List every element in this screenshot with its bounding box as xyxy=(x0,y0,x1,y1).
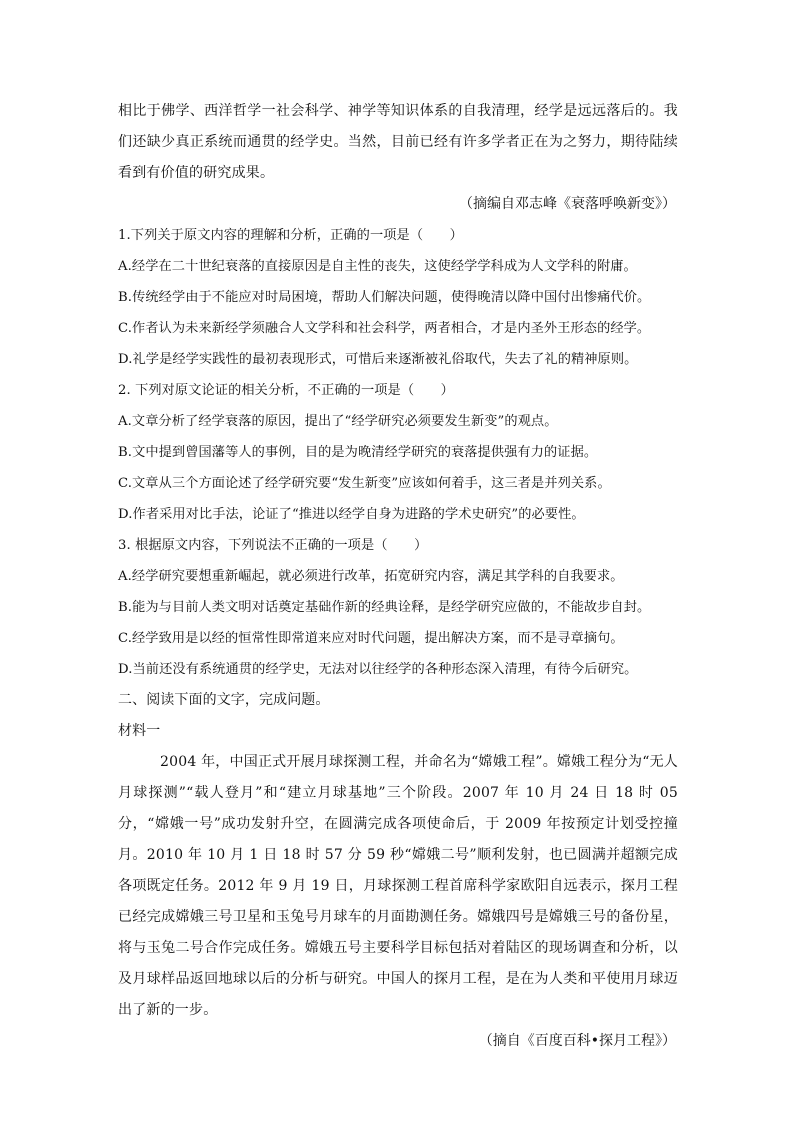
question-3 xyxy=(118,530,678,685)
material-paragraph: 2004 年，中国正式开展月球探测工程，并命名为“嫦娥工程”。嫦娥工程分为“无人月球探测”“载人登月”和“建立月球基地”三个阶段。2007 年 10 月 24 日 18 时 05 分，“嫦娥一号”成功发射升空，在圆满完成各项使命后，于 2009 年按预定计划受控撞月。2010 年 10 月 1 日 18 时 57 分 59 秒“嫦娥二号”顺利发射，也已圆满并超额完成各项既定任务。2012 年 9 月 19 日，月球探测工程首席科学家欧阳自远表示，探月工程已经完成嫦娥三号卫星和玉兔号月球车的月面勘测任务。嫦娥四号是嫦娥三号的备份星，将与玉兔二号合作完成任务。嫦娥五号主要科学目标包括对着陆区的现场调查和分析，以及月球样品返回地球以后的分析与研究。中国人的探月工程，是在为人类和平使用月球迈出了新的一步。 xyxy=(118,754,678,1018)
option-d: D.当前还没有系统通贯的经学史，无法对以往经学的各种形态深入清理，有待今后研究。 xyxy=(118,662,638,677)
document-page xyxy=(118,96,678,1057)
section-two-heading: 二、阅读下面的文字，完成问题。 xyxy=(118,692,330,708)
question-stem: 2. 下列对原文论证的相关分析，不正确的一项是（ ） xyxy=(118,383,454,398)
option-d: D.礼学是经学实践性的最初表现形式，可惜后来逐渐被礼俗取代，失去了礼的精神原则。 xyxy=(118,352,638,367)
option-b: B.文中提到曾国藩等人的事例，目的是为晚清经学研究的衰落提供强有力的证据。 xyxy=(118,445,598,460)
material-label: 材料一 xyxy=(118,723,161,739)
intro-citation: （摘编自邓志峰《衰落呼唤新变》） xyxy=(459,196,676,212)
option-b: B.能为与目前人类文明对话奠定基础作新的经典诠释，是经学研究应做的，不能故步自封。 xyxy=(118,600,651,615)
option-c: C.作者认为未来新经学须融合人文学科和社会科学，两者相合，才是内圣外王形态的经学。 xyxy=(118,321,651,336)
question-1 xyxy=(118,220,678,375)
material-citation: （摘自《百度百科•探月工程》） xyxy=(478,1033,676,1049)
option-a: A.经学在二十世纪衰落的直接原因是自主性的丧失，这使经学学科成为人文学科的附庸。 xyxy=(118,259,637,274)
question-stem: 3. 根据原文内容，下列说法不正确的一项是（ ） xyxy=(118,538,428,553)
option-b: B.传统经学由于不能应对时局困境，帮助人们解决问题，使得晚清以降中国付出惨痛代价。 xyxy=(118,290,651,305)
option-a: A.经学研究要想重新崛起，就必须进行改革，拓宽研究内容，满足其学科的自我要求。 xyxy=(118,569,624,584)
question-stem: 1.下列关于原文内容的理解和分析，正确的一项是（ ） xyxy=(118,228,463,243)
option-c: C.经学致用是以经的恒常性即常道来应对时代问题，提出解决方案，而不是寻章摘句。 xyxy=(118,631,624,646)
option-a: A.文章分析了经学衰落的原因，提出了“经学研究必须要发生新变”的观点。 xyxy=(118,414,558,429)
option-c: C.文章从三个方面论述了经学研究要“发生新变”应该如何着手，这三者是并列关系。 xyxy=(118,476,611,491)
intro-paragraph: 相比于佛学、西洋哲学一社会科学、神学等知识体系的自我清理，经学是远远落后的。我们还缺少真正系统而通贯的经学史。当然，目前已经有许多学者正在为之努力，期待陆续看到有价值的研究成果。 xyxy=(118,103,678,181)
option-d: D.作者采用对比手法，论证了“推进以经学自身为进路的学术史研究”的必要性。 xyxy=(118,507,585,522)
question-2 xyxy=(118,375,678,530)
